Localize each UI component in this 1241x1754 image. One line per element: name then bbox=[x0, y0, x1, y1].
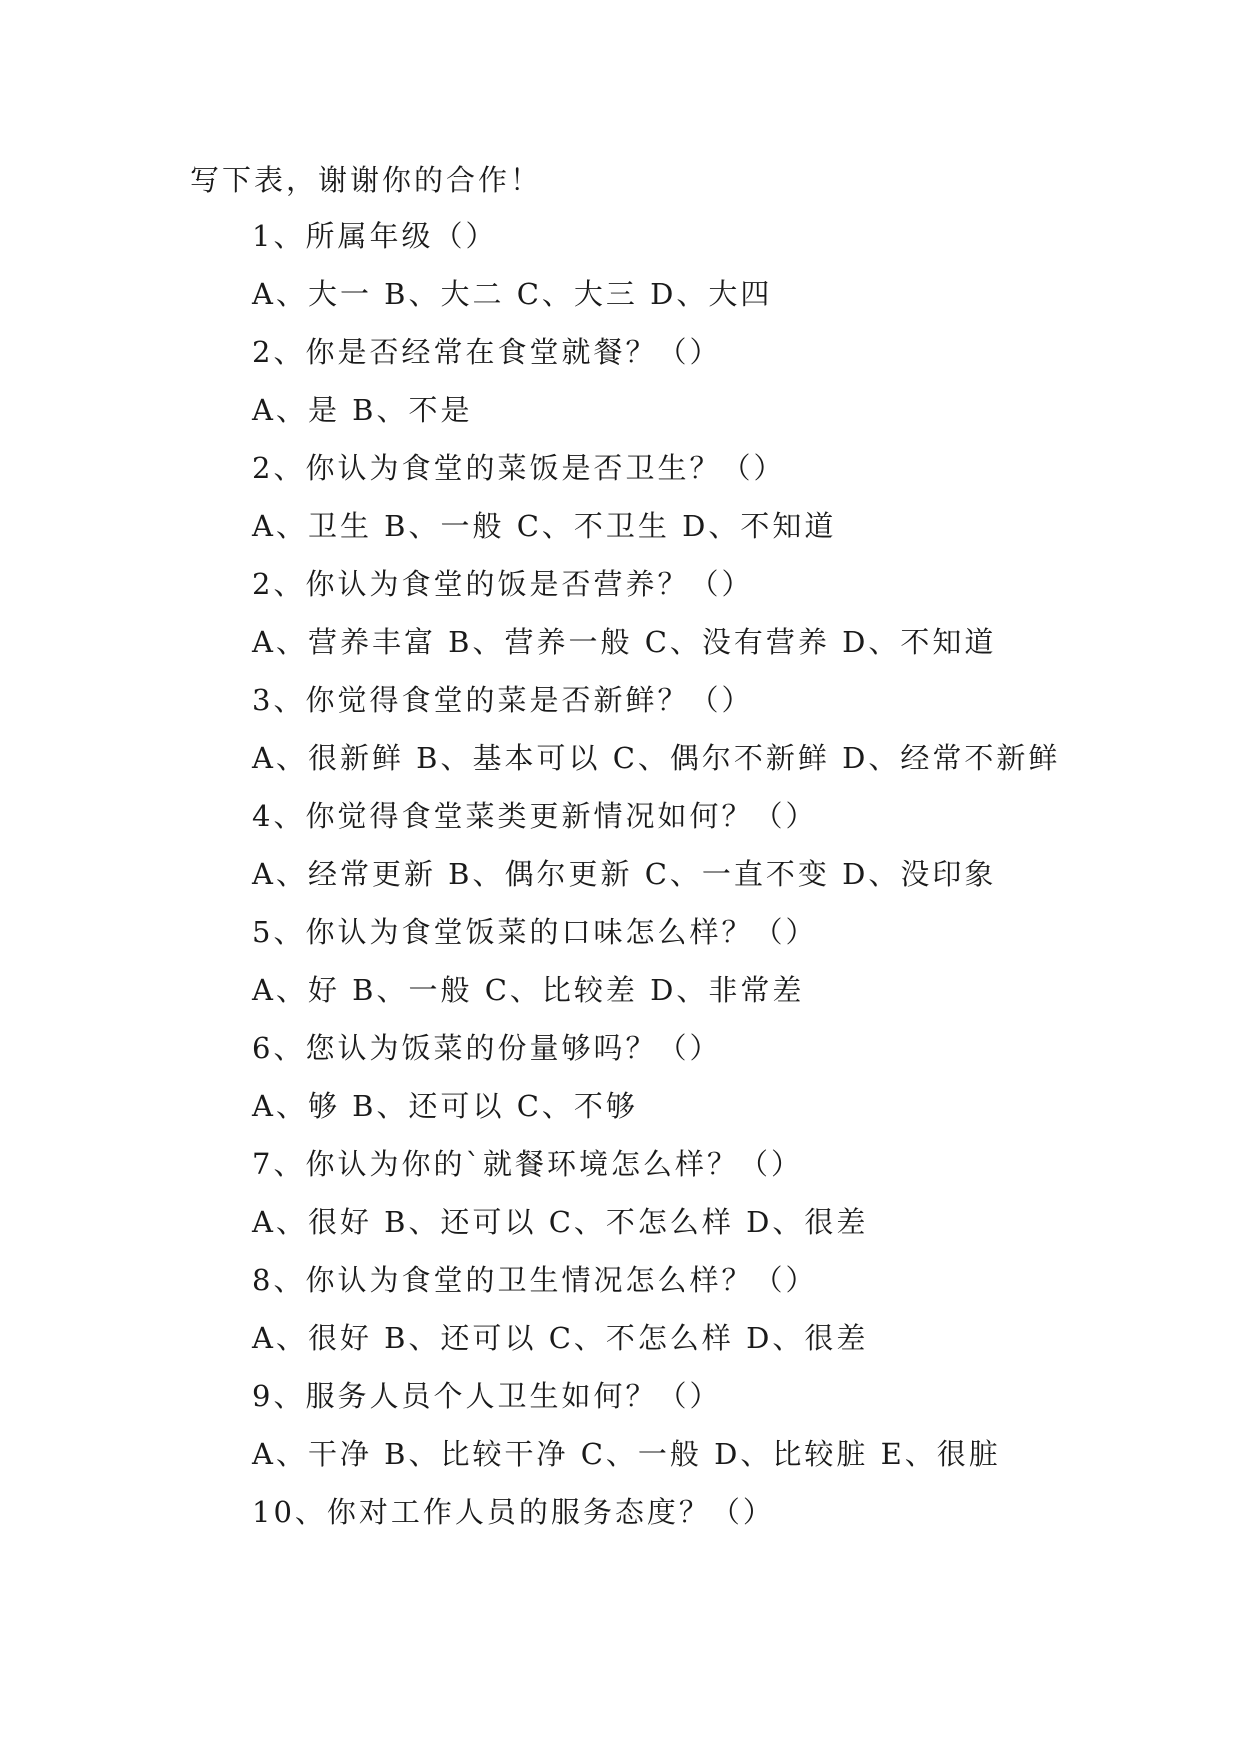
options-2b: A、卫生 B、一般 C、不卫生 D、不知道 bbox=[252, 509, 837, 543]
question-10: 10、你对工作人员的服务态度？（） bbox=[252, 1495, 775, 1529]
survey-lines bbox=[252, 216, 1060, 1550]
intro-text: 写下表，谢谢你的合作！ bbox=[190, 163, 543, 197]
options-6: A、够 B、还可以 C、不够 bbox=[252, 1089, 638, 1123]
options-8: A、很好 B、还可以 C、不怎么样 D、很差 bbox=[252, 1321, 869, 1355]
question-6: 6、您认为饭菜的份量够吗？（） bbox=[252, 1031, 722, 1065]
question-2b: 2、你认为食堂的菜饭是否卫生？（） bbox=[252, 451, 786, 485]
question-3: 3、你觉得食堂的菜是否新鲜？（） bbox=[252, 683, 754, 717]
question-7: 7、你认为你的`就餐环境怎么样？（） bbox=[252, 1147, 803, 1181]
options-7: A、很好 B、还可以 C、不怎么样 D、很差 bbox=[252, 1205, 869, 1239]
question-4: 4、你觉得食堂菜类更新情况如何？（） bbox=[252, 799, 818, 833]
options-2c: A、营养丰富 B、营养一般 C、没有营养 D、不知道 bbox=[252, 625, 997, 659]
question-5: 5、你认为食堂饭菜的口味怎么样？（） bbox=[252, 915, 818, 949]
options-5: A、好 B、一般 C、比较差 D、非常差 bbox=[252, 973, 805, 1007]
options-2a: A、是 B、不是 bbox=[252, 393, 473, 427]
question-2c: 2、你认为食堂的饭是否营养？（） bbox=[252, 567, 754, 601]
options-1: A、大一 B、大二 C、大三 D、大四 bbox=[252, 277, 773, 311]
options-4: A、经常更新 B、偶尔更新 C、一直不变 D、没印象 bbox=[252, 857, 997, 891]
options-9: A、干净 B、比较干净 C、一般 D、比较脏 E、很脏 bbox=[252, 1437, 1001, 1471]
question-1: 1、所属年级（） bbox=[252, 219, 498, 253]
question-2a: 2、你是否经常在食堂就餐？（） bbox=[252, 335, 722, 369]
question-8: 8、你认为食堂的卫生情况怎么样？（） bbox=[252, 1263, 818, 1297]
question-9: 9、服务人员个人卫生如何？（） bbox=[252, 1379, 722, 1413]
options-3: A、很新鲜 B、基本可以 C、偶尔不新鲜 D、经常不新鲜 bbox=[252, 741, 1061, 775]
